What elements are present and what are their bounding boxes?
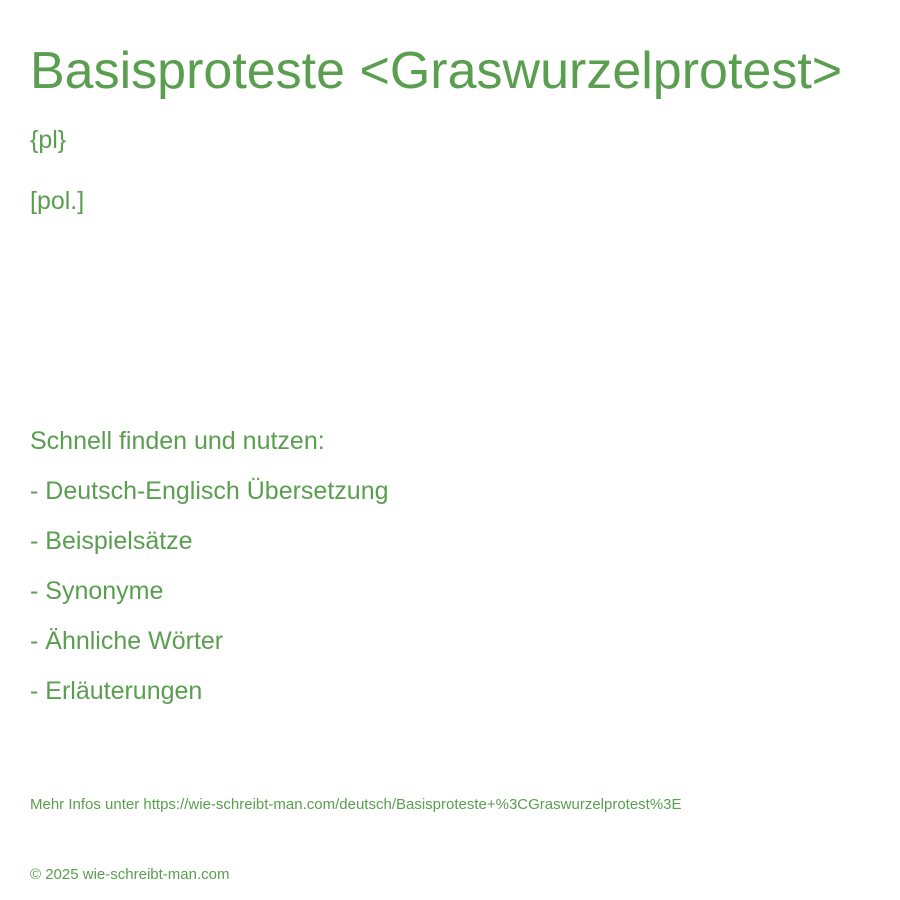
more-info-line: [30, 795, 682, 815]
quick-link-explanations: - Erläuterungen: [30, 677, 203, 705]
more-info-prefix: Mehr Infos unter: [30, 796, 144, 813]
quick-link-translation: - Deutsch-Englisch Übersetzung: [30, 477, 389, 505]
headword-title: Basisproteste <Graswurzelprotest>: [30, 42, 843, 100]
copyright-notice: © 2025 wie-schreibt-man.com: [30, 866, 230, 883]
plural-tag: {pl}: [30, 126, 67, 154]
quick-link-similar-words: - Ähnliche Wörter: [30, 627, 224, 655]
quick-links-list: [30, 475, 389, 725]
quick-links-heading: Schnell finden und nutzen:: [30, 427, 325, 455]
quick-link-example-sentences: - Beispielsätze: [30, 527, 193, 555]
domain-tag: [pol.]: [30, 187, 85, 215]
quick-link-synonyms: - Synonyme: [30, 577, 164, 605]
more-info-url: https://wie-schreibt-man.com/deutsch/Basisproteste+%3CGraswurzelprotest%3E: [143, 796, 682, 813]
